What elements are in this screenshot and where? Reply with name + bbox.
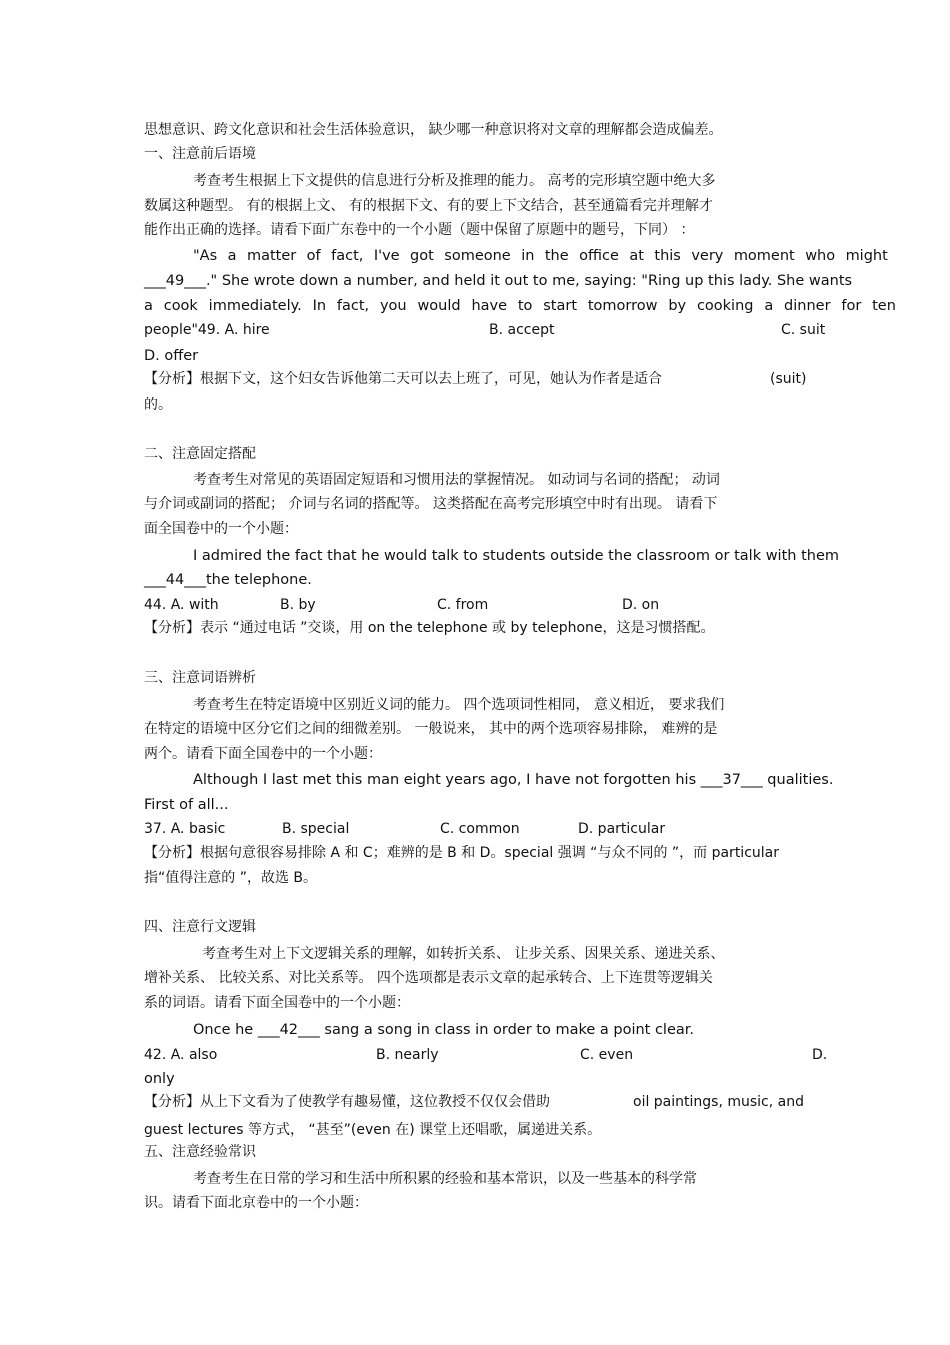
passage-word: moment [733,248,795,264]
section-3-passage-2: First of all... [144,797,229,813]
passage-word: by [668,298,687,314]
section-4-desc-3: 系的词语。请看下面全国卷中的一个小题： [144,995,410,1011]
section-3-analysis-1: 【分析】根据句意很容易排除 A 和 C；难辨的是 B 和 D。special 强调 “与众不同的 ”，而 particular [144,845,779,861]
passage-word: "As [193,248,218,264]
passage-word: of [306,248,321,264]
intro-line: 思想意识、跨文化意识和社会生活体验意识， 缺少哪一种意识将对文章的理解都会造成偏差。 [144,122,723,138]
section-2-heading: 二、注意固定搭配 [144,446,256,462]
section-5-heading: 五、注意经验常识 [144,1144,256,1160]
passage-word: for [841,298,862,314]
section-1-passage-3 [144,297,896,315]
passage-word: you [379,298,407,314]
passage-word: office [579,248,619,264]
passage-word: cook [163,298,198,314]
section-2-option-b: B. by [280,597,316,613]
section-2-desc-2: 与介词或副词的搭配； 介词与名词的搭配等。 这类搭配在高考完形填空中时有出现。 请看下 [144,496,718,512]
section-3-desc-3: 两个。请看下面全国卷中的一个小题： [144,746,382,762]
passage-word: I've [373,248,400,264]
passage-word: fact, [336,298,370,314]
section-1-analysis-end: 的。 [144,397,172,413]
section-5-desc-2: 识。请看下面北京卷中的一个小题： [144,1195,368,1211]
section-3-option-c: C. common [440,821,520,837]
section-4-desc-1: 考查考生对上下文逻辑关系的理解，如转折关系、 让步关系、因果关系、递进关系、 [202,946,725,962]
section-1-desc-2: 数属这种题型。 有的根据上文、 有的根据下文、有的要上下文结合，甚至通篇看完并理解才 [144,198,713,214]
passage-word: cooking [696,298,754,314]
section-2-option-c: C. from [437,597,489,613]
passage-word: start [543,298,578,314]
section-1-heading: 一、注意前后语境 [144,146,256,162]
section-1-option-a: people"49. A. hire [144,322,270,338]
section-4-analysis-1-en: oil paintings, music, and [633,1094,804,1110]
passage-word: who [805,248,836,264]
section-4-option-d-word: only [144,1071,175,1087]
section-3-passage-1: Although I last met this man eight years ago, I have not forgotten his ___37___ qualities. [193,772,834,788]
section-3-heading: 三、注意词语辨析 [144,670,256,686]
section-4-passage: Once he ___42___ sang a song in class in order to make a point clear. [193,1022,695,1038]
passage-word: got [410,248,434,264]
section-1-desc-1: 考查考生根据上下文提供的信息进行分析及推理的能力。 高考的完形填空题中绝大多 [193,173,716,189]
section-1-analysis-suit: (suit) [770,371,807,387]
section-1-desc-3: 能作出正确的选择。请看下面广东卷中的一个小题（题中保留了原题中的题号，下同） ： [144,222,695,238]
passage-word: matter [246,248,297,264]
passage-word: very [691,248,724,264]
section-1-passage-1 [193,247,888,265]
section-3-option-d: D. particular [578,821,666,837]
section-1-option-c: C. suit [781,322,826,338]
section-2-passage-1: I admired the fact that he would talk to students outside the classroom or talk with them [193,548,839,564]
section-4-heading: 四、注意行文逻辑 [144,919,256,935]
passage-word: immediately. [208,298,302,314]
section-4-analysis-1: 【分析】从上下文看为了使教学有趣易懂，这位教授不仅仅会借助 [144,1094,550,1110]
section-2-option-a: 44. A. with [144,597,219,613]
passage-word: In [312,298,327,314]
passage-word: at [629,248,644,264]
passage-word: to [517,298,533,314]
passage-word: a [144,298,153,314]
passage-word: a [764,298,774,314]
section-2-desc-1: 考查考生对常见的英语固定短语和习惯用法的掌握情况。 如动词与名词的搭配； 动词 [193,472,720,488]
section-4-option-b: B. nearly [376,1047,439,1063]
section-2-desc-3: 面全国卷中的一个小题： [144,521,298,537]
section-1-passage-2: ___49___." She wrote down a number, and held it out to me, saying: "Ring up this lady. She wants [144,273,853,289]
section-1-analysis: 【分析】根据下文，这个妇女告诉他第二天可以去上班了，可见，她认为作者是适合 [144,371,662,387]
passage-word: the [544,248,569,264]
section-4-option-c: C. even [580,1047,634,1063]
section-2-option-d: D. on [622,597,660,613]
passage-word: in [521,248,535,264]
section-3-analysis-2: 指“值得注意的 ”，故选 B。 [144,870,318,886]
section-4-option-a: 42. A. also [144,1047,218,1063]
passage-word: have [471,298,508,314]
section-4-option-d: D. [812,1047,828,1063]
section-2-analysis: 【分析】表示 “通过电话 ”交谈，用 on the telephone 或 by telephone，这是习惯搭配。 [144,620,715,636]
passage-word: someone [444,248,511,264]
section-3-option-a: 37. A. basic [144,821,226,837]
section-3-option-b: B. special [282,821,350,837]
passage-word: would [417,298,461,314]
passage-word: might [845,248,888,264]
section-4-desc-2: 增补关系、 比较关系、对比关系等。 四个选项都是表示文章的起承转合、上下连贯等逻辑关 [144,970,713,986]
passage-word: ten [872,298,896,314]
section-1-option-d: D. offer [144,348,199,364]
passage-word: dinner [784,298,831,314]
passage-word: fact, [331,248,364,264]
section-3-desc-2: 在特定的语境中区分它们之间的细微差别。 一般说来， 其中的两个选项容易排除， 难辨的是 [144,721,718,737]
section-1-option-b: B. accept [489,322,555,338]
section-2-passage-2: ___44___the telephone. [144,572,312,588]
section-4-analysis-2: guest lectures 等方式， “甚至”(even 在) 课堂上还唱歌，属递进关系。 [144,1122,602,1138]
passage-word: a [227,248,237,264]
passage-word: tomorrow [587,298,658,314]
section-5-desc-1: 考查考生在日常的学习和生活中所积累的经验和基本常识，以及一些基本的科学常 [193,1171,697,1187]
passage-word: this [654,248,681,264]
section-3-desc-1: 考查考生在特定语境中区别近义词的能力。 四个选项词性相同， 意义相近， 要求我们 [193,697,725,713]
